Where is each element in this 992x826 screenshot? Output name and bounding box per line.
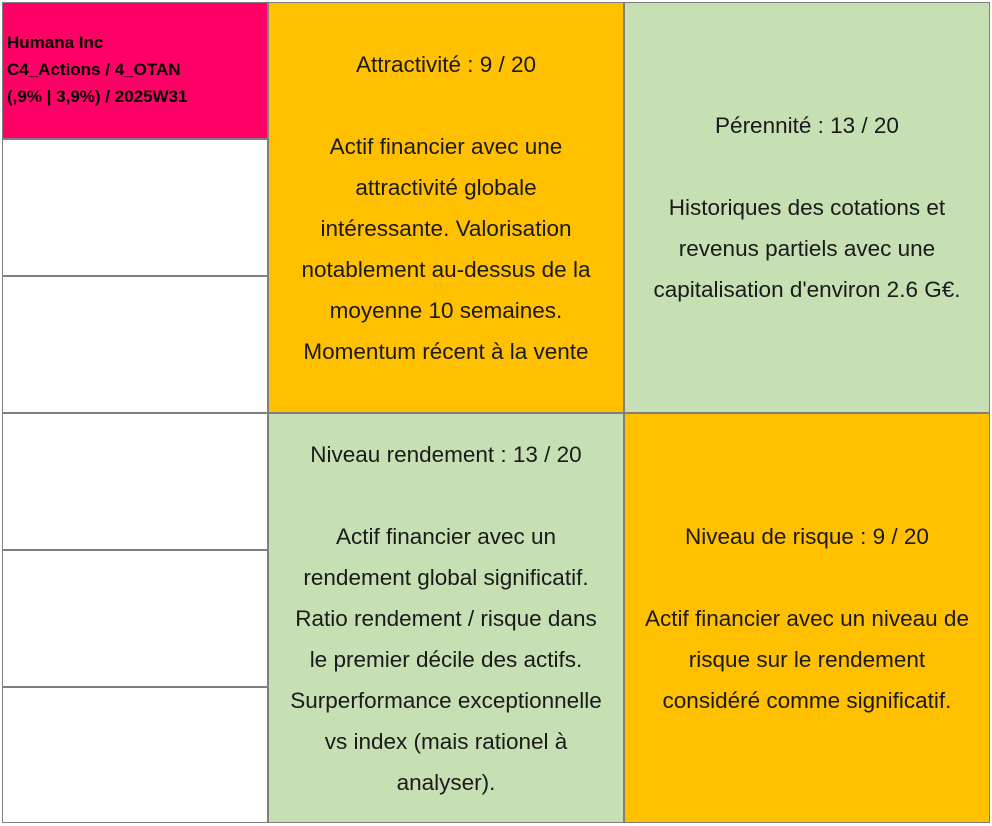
asset-category: C4_Actions / 4_OTAN — [7, 60, 181, 79]
asset-details: (,9% | 3,9%) / 2025W31 — [7, 87, 188, 106]
risque-score: Niveau de risque : 9 / 20 — [685, 523, 929, 549]
perennite-score: Pérennité : 13 / 20 — [715, 113, 899, 138]
attractivite-card — [268, 2, 624, 413]
rendement-card — [268, 413, 624, 823]
attractivite-description: Actif financier avec une attractivité globale intéressante. Valorisation notablement au-dessus de la moyenne 10 semaines. Momentum récent à la vente — [301, 133, 591, 364]
rendement-description: Actif financier avec un rendement global significatif. Ratio rendement / risque dans le premier décile des actifs. Surperformance exceptionnelle vs index (mais rationel à analyser). — [290, 523, 602, 795]
perennite-description: Historiques des cotations et revenus partiels avec une capitalisation d'environ 2.6 G€. — [653, 195, 961, 302]
perennite-card — [624, 2, 990, 413]
empty-cell — [2, 139, 268, 276]
company-name: Humana Inc — [7, 33, 104, 52]
attractivite-score: Attractivité : 9 / 20 — [355, 51, 537, 77]
asset-header-cell — [2, 2, 268, 139]
risque-description: Actif financier avec un niveau de risque sur le rendement considéré comme significatif. — [645, 605, 969, 713]
risque-card — [624, 413, 990, 823]
rendement-score: Niveau rendement : 13 / 20 — [310, 441, 582, 467]
empty-cell — [2, 550, 268, 687]
empty-cell — [2, 687, 268, 823]
empty-cell — [2, 276, 268, 413]
empty-cell — [2, 413, 268, 550]
